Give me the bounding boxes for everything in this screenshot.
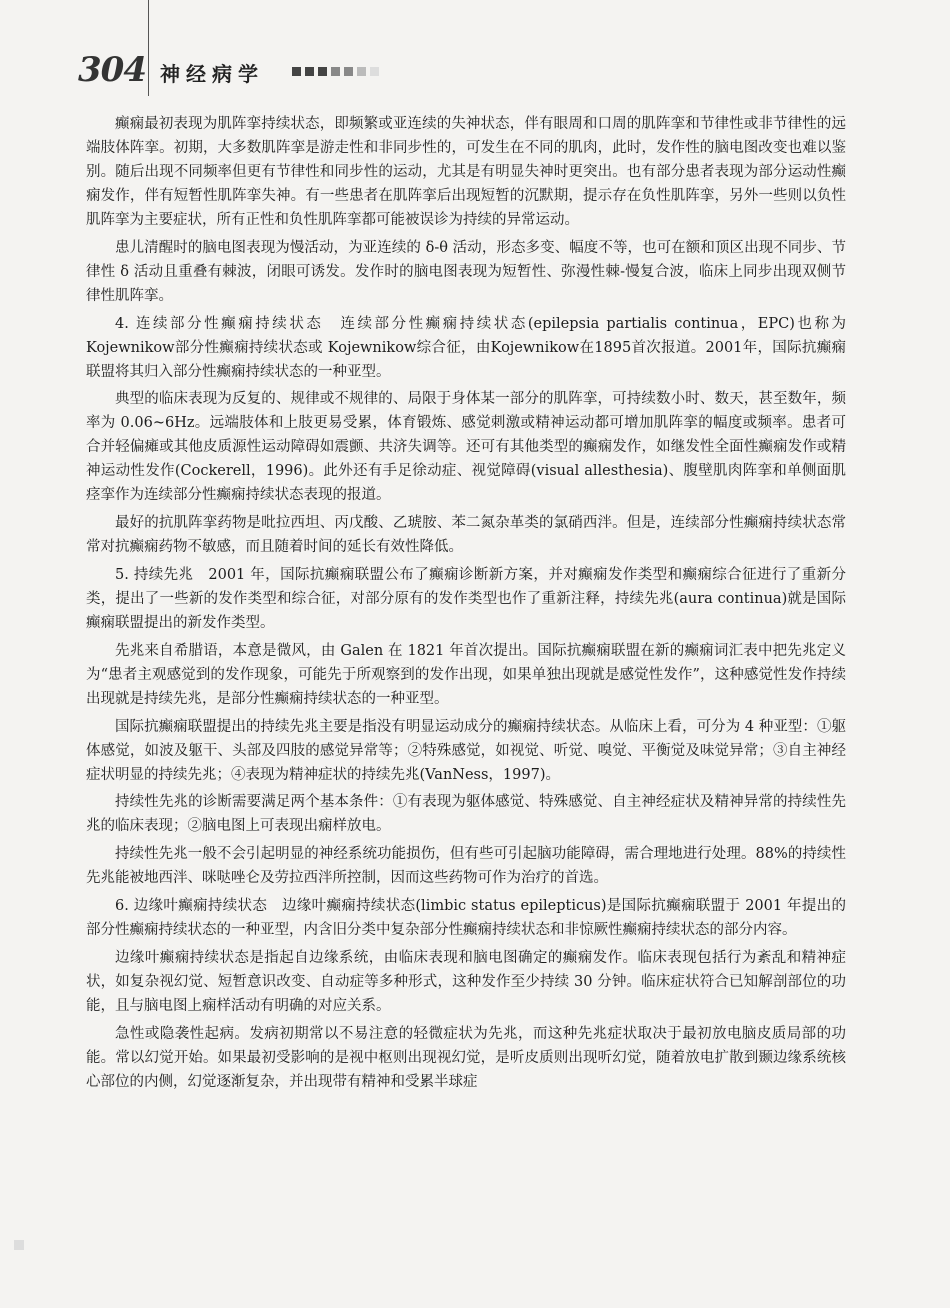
deco-square <box>305 67 314 76</box>
paragraph: 患儿清醒时的脑电图表现为慢活动，为亚连续的 δ-θ 活动，形态多变、幅度不等，也可在额和顶区出现不同步、节律性 δ 活动且重叠有棘波，闭眼可诱发。发作时的脑电图表现为短暂性、弥漫性棘-慢复合波，临床上同步出现双侧节律性肌阵挛。 <box>86 239 846 304</box>
header-decoration <box>292 67 379 76</box>
book-title: 神经病学 <box>160 62 264 86</box>
deco-square <box>344 67 353 76</box>
deco-square <box>370 67 379 76</box>
paragraph: 最好的抗肌阵挛药物是吡拉西坦、丙戊酸、乙琥胺、苯二氮杂革类的氯硝西泮。但是，连续部分性癫痫持续状态常常对抗癫痫药物不敏感，而且随着时间的延长有效性降低。 <box>86 515 846 556</box>
header-divider <box>148 0 149 96</box>
paragraph: 边缘叶癫痫持续状态是指起自边缘系统，由临床表现和脑电图确定的癫痫发作。临床表现包括行为紊乱和精神症状，如复杂视幻觉、短暂意识改变、自动症等多种形式，这种发作至少持续 30 分钟。临床症状符合已知解剖部位的功能，且与脑电图上痫样活动有明确的对应关系。 <box>86 949 846 1014</box>
body-text <box>86 112 846 1097</box>
paragraph: 先兆来自希腊语，本意是微风，由 Galen 在 1821 年首次提出。国际抗癫痫联盟在新的癫痫词汇表中把先兆定义为“患者主观感觉到的发作现象，可能先于所观察到的发作出现，如果单独出现就是感觉性发作”，这种感觉性发作持续出现就是持续先兆，是部分性癫痫持续状态的一种亚型。 <box>86 642 846 707</box>
paragraph: 急性或隐袭性起病。发病初期常以不易注意的轻微症状为先兆，而这种先兆症状取决于最初放电脑皮质局部的功能。常以幻觉开始。如果最初受影响的是视中枢则出现视幻觉，是听皮质则出现听幻觉，随着放电扩散到颞边缘系统核心部位的内侧，幻觉逐渐复杂，并出现带有精神和受累半球症 <box>86 1025 846 1090</box>
deco-square <box>318 67 327 76</box>
deco-square <box>331 67 340 76</box>
deco-square <box>357 67 366 76</box>
corner-mark <box>14 1240 24 1250</box>
paragraph: 5. 持续先兆 2001 年，国际抗癫痫联盟公布了癫痫诊断新方案，并对癫痫发作类型和癫痫综合征进行了重新分类，提出了一些新的发作类型和综合征，对部分原有的发作类型也作了重新注释，持续先兆(aura continua)就是国际癫痫联盟提出的新发作类型。 <box>86 566 846 631</box>
paragraph: 典型的临床表现为反复的、规律或不规律的、局限于身体某一部分的肌阵挛，可持续数小时、数天，甚至数年，频率为 0.06~6Hz。远端肢体和上肢更易受累，体育锻炼、感觉刺激或精神运动都可增加肌阵挛的幅度或频率。患者可合并轻偏瘫或其他皮质源性运动障碍如震颤、共济失调等。还可有其他类型的癫痫发作，如继发性全面性癫痫发作或精神运动性发作(Cockerell，1996)。此外还有手足徐动症、视觉障碍(visual allesthesia)、腹壁肌肉阵挛和单侧面肌痉挛作为连续部分性癫痫持续状态表现的报道。 <box>86 391 846 504</box>
page-number: 304 <box>78 50 146 90</box>
paragraph: 癫痫最初表现为肌阵挛持续状态，即频繁或亚连续的失神状态，伴有眼周和口周的肌阵挛和节律性或非节律性的远端肢体阵挛。初期，大多数肌阵挛是游走性和非同步性的，可发生在不同的肌肉，此时，发作性的脑电图改变也难以鉴别。随后出现不同频率但更有节律性和同步性的运动，尤其是有明显失神时更突出。也有部分患者表现为部分运动性癫痫发作，伴有短暂性肌阵挛失神。有一些患者在肌阵挛后出现短暂的沉默期，提示存在负性肌阵挛，另外一些则以负性肌阵挛为主要症状，所有正性和负性肌阵挛都可能被误诊为持续的异常运动。 <box>86 116 846 228</box>
paragraph: 国际抗癫痫联盟提出的持续先兆主要是指没有明显运动成分的癫痫持续状态。从临床上看，可分为 4 种亚型：①躯体感觉，如波及躯干、头部及四肢的感觉异常等；②特殊感觉，如视觉、听觉、嗅觉、平衡觉及味觉异常；③自主神经症状明显的持续先兆；④表现为精神症状的持续先兆(VanNess，1997)。 <box>86 718 846 783</box>
paragraph: 持续性先兆的诊断需要满足两个基本条件：①有表现为躯体感觉、特殊感觉、自主神经症状及精神异常的持续性先兆的临床表现；②脑电图上可表现出痫样放电。 <box>86 794 846 835</box>
deco-square <box>292 67 301 76</box>
paragraph: 4. 连续部分性癫痫持续状态 连续部分性癫痫持续状态(epilepsia partialis continua，EPC)也称为Kojewnikow部分性癫痫持续状态或 Kojewnikow综合征，由Kojewnikow在1895首次报道。2001年，国际抗癫痫联盟将其归入部分性癫痫持续状态的一种亚型。 <box>86 315 846 380</box>
paragraph: 6. 边缘叶癫痫持续状态 边缘叶癫痫持续状态(limbic status epilepticus)是国际抗癫痫联盟于 2001 年提出的部分性癫痫持续状态的一种亚型，内含旧分类中复杂部分性癫痫持续状态和非惊厥性癫痫持续状态的部分内容。 <box>86 897 846 938</box>
paragraph: 持续性先兆一般不会引起明显的神经系统功能损伤，但有些可引起脑功能障碍，需合理地进行处理。88%的持续性先兆能被地西泮、咪哒唑仑及劳拉西泮所控制，因而这些药物可作为治疗的首选。 <box>86 846 846 887</box>
